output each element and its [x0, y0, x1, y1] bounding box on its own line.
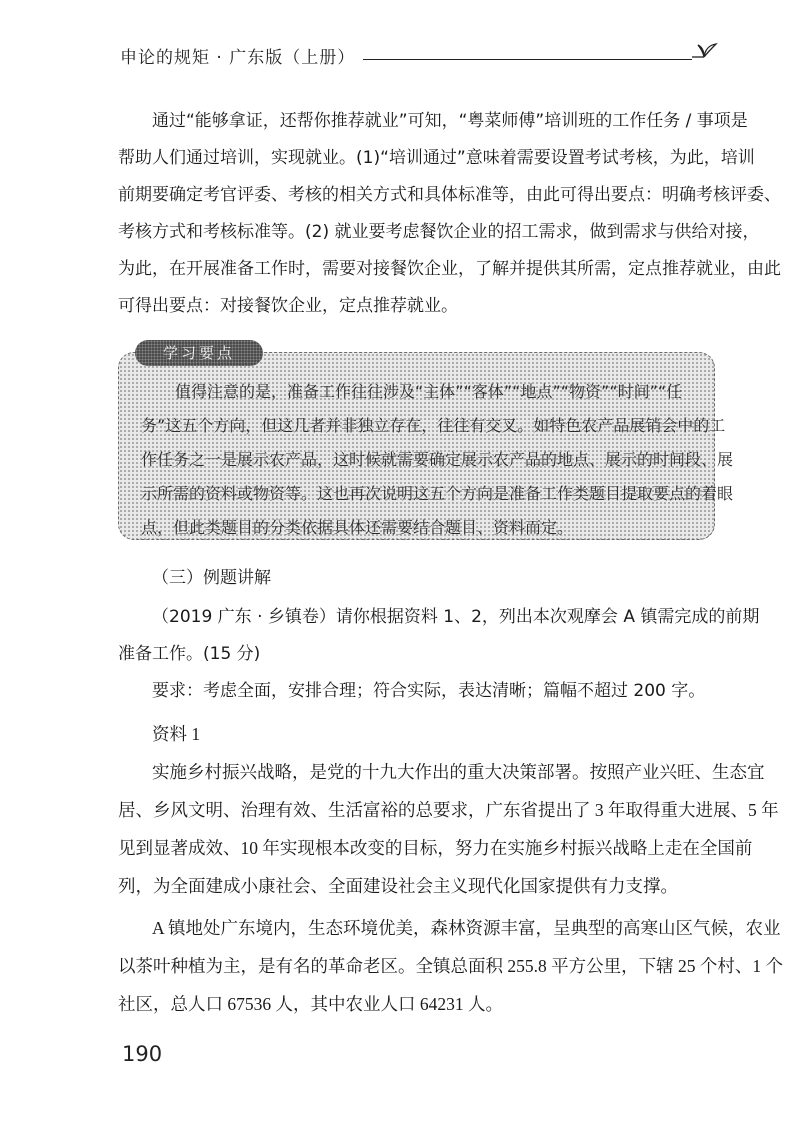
sprout-icon	[690, 38, 720, 62]
material-block	[118, 715, 783, 1023]
note-line: 点，但此类题目的分类依据具体还需要结合题目、资料而定。	[141, 518, 574, 537]
book-title: 申论的规矩 · 广东版（上册）	[120, 43, 363, 68]
material-line: 以茶叶种植为主，是有名的革命老区。全镇总面积 255.8 平方公里，下辖 25 个村、1 个	[118, 956, 783, 976]
note-text	[141, 375, 734, 545]
study-note-box	[118, 344, 734, 540]
intro-paragraph	[118, 103, 781, 325]
note-line: 务”这五个方向，但这几者并非独立存在，往往有交叉。如特色农产品展销会中的工	[141, 416, 726, 435]
material-label: 资料 1	[152, 724, 201, 744]
question-block	[118, 599, 760, 710]
material-line: A 镇地处广东境内，生态环境优美，森林资源丰富，呈典型的高寒山区气候，农业	[152, 918, 781, 938]
question-line: 准备工作。(15 分)	[118, 644, 261, 664]
material-line: 列，为全面建成小康社会、全面建设社会主义现代化国家提供有力支撑。	[118, 876, 678, 896]
running-header	[120, 40, 720, 70]
text-line: 考核方式和考核标准等。(2) 就业要考虑餐饮企业的招工需求，做到需求与供给对接，	[118, 222, 760, 242]
note-line: 作任务之一是展示农产品，这时候就需要确定展示农产品的地点、展示的时间段、展	[141, 450, 734, 469]
section-heading-text: （三）例题讲解	[152, 568, 271, 588]
text-line: 前期要确定考官评委、考核的相关方式和具体标准等，由此可得出要点：明确考核评委、	[118, 185, 781, 205]
note-line: 示所需的资料或物资等。这也再次说明这五个方向是准备工作类题目提取要点的着眼	[141, 484, 734, 503]
text-line: 通过“能够拿证，还帮你推荐就业”可知，“粤菜师傅”培训班的工作任务 / 事项是	[152, 111, 748, 131]
question-line: （2019 广东 · 乡镇卷）请你根据资料 1、2，列出本次观摩会 A 镇需完成的前期	[152, 607, 760, 627]
material-line: 社区，总人口 67536 人，其中农业人口 64231 人。	[118, 994, 503, 1014]
material-line: 见到显著成效、10 年实现根本改变的目标，努力在实施乡村振兴战略上走在全国前	[118, 838, 753, 858]
material-line: 实施乡村振兴战略，是党的十九大作出的重大决策部署。按照产业兴旺、生态宜	[152, 762, 765, 782]
note-line: 值得注意的是，准备工作往往涉及“主体”“客体”“地点”“物资”“时间”“任	[175, 382, 683, 401]
note-tab-label: 学习要点	[135, 340, 263, 366]
header-rule	[320, 59, 692, 60]
text-line: 帮助人们通过培训，实现就业。(1)“培训通过”意味着需要设置考试考核，为此，培训	[118, 148, 755, 168]
text-line: 可得出要点：对接餐饮企业，定点推荐就业。	[118, 296, 458, 316]
page-number: 190	[122, 1042, 163, 1066]
section-heading	[118, 560, 714, 597]
question-requirement: 要求：考虑全面，安排合理；符合实际，表达清晰；篇幅不超过 200 字。	[152, 681, 706, 701]
material-line: 居、乡风文明、治理有效、生活富裕的总要求，广东省提出了 3 年取得重大进展、5 年	[118, 800, 779, 820]
text-line: 为此，在开展准备工作时，需要对接餐饮企业，了解并提供其所需，定点推荐就业，由此	[118, 259, 781, 279]
